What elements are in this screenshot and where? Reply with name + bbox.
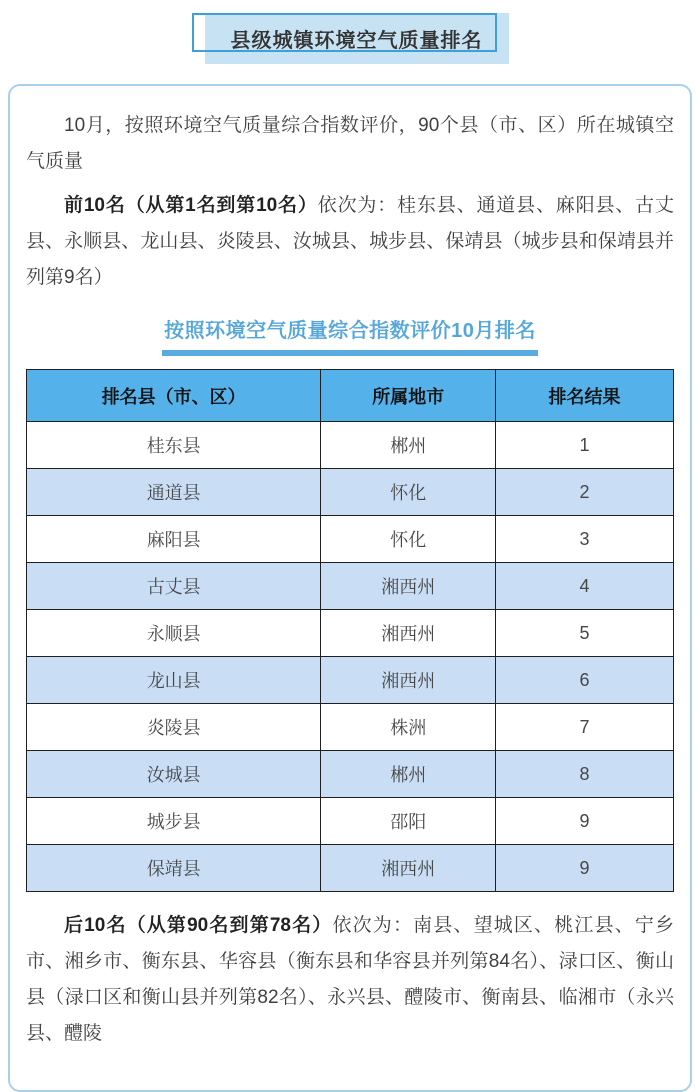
- table-row: [27, 657, 674, 704]
- table-row: [27, 704, 674, 751]
- table-row: [27, 798, 674, 845]
- table-row: [27, 610, 674, 657]
- table-title: 按照环境空气质量综合指数评价10月排名: [162, 314, 538, 356]
- bottom10-lead-text: 后10名（从第90名到第78名）: [64, 915, 333, 936]
- cell-rank: 3: [496, 516, 674, 563]
- table-header-row: [27, 370, 674, 422]
- page: [0, 13, 700, 1044]
- bottom10-paragraph: [26, 908, 674, 1052]
- cell-rank: 8: [496, 751, 674, 798]
- cell-city: 湘西州: [321, 563, 496, 610]
- bottom10-list-text: 依次为：南县、望城区、桃江县、宁乡市、湘乡市、衡东县、华容县（衡东县和华容县并列第84名）、渌口区、衡山县（渌口区和衡山县并列第82名）、永兴县、醴陵市、衡南县、临湘市（永兴县、醴陵: [26, 915, 674, 1044]
- column-header-city: 所属地市: [321, 370, 496, 422]
- cell-city: 怀化: [321, 516, 496, 563]
- table-row: [27, 469, 674, 516]
- cell-county: 炎陵县: [27, 704, 321, 751]
- cell-rank: 5: [496, 610, 674, 657]
- table-row: [27, 516, 674, 563]
- cell-rank: 9: [496, 845, 674, 892]
- cell-city: 郴州: [321, 751, 496, 798]
- table-title-wrap: [26, 314, 674, 356]
- cell-county: 城步县: [27, 798, 321, 845]
- column-header-county: 排名县（市、区）: [27, 370, 321, 422]
- cell-city: 湘西州: [321, 845, 496, 892]
- cell-city: 郴州: [321, 422, 496, 469]
- cell-city: 邵阳: [321, 798, 496, 845]
- cell-county: 龙山县: [27, 657, 321, 704]
- cell-county: 汝城县: [27, 751, 321, 798]
- table-row: [27, 751, 674, 798]
- page-title-badge: [192, 13, 509, 64]
- table-row: [27, 422, 674, 469]
- table-row: [27, 563, 674, 610]
- cell-county: 保靖县: [27, 845, 321, 892]
- cell-city: 湘西州: [321, 610, 496, 657]
- cell-city: 湘西州: [321, 657, 496, 704]
- cell-county: 古丈县: [27, 563, 321, 610]
- intro-paragraph-2: [26, 188, 674, 296]
- cell-county: 桂东县: [27, 422, 321, 469]
- cell-rank: 1: [496, 422, 674, 469]
- page-title: 县级城镇环境空气质量排名: [205, 13, 509, 64]
- column-header-rank: 排名结果: [496, 370, 674, 422]
- cell-county: 通道县: [27, 469, 321, 516]
- table-row: [27, 845, 674, 892]
- intro-paragraph-1: 10月，按照环境空气质量综合指数评价，90个县（市、区）所在城镇空气质量: [26, 115, 674, 172]
- cell-city: 株洲: [321, 704, 496, 751]
- cell-county: 永顺县: [27, 610, 321, 657]
- top10-list-text: 依次为：桂东县、通道县、麻阳县、古丈县、永顺县、龙山县、炎陵县、汝城县、城步县、保靖县（城步县和保靖县并列第9名）: [26, 195, 674, 288]
- content-box: [8, 84, 692, 1092]
- cell-city: 怀化: [321, 469, 496, 516]
- top10-lead-text: 前10名（从第1名到第10名）: [64, 195, 318, 216]
- cell-rank: 6: [496, 657, 674, 704]
- cell-rank: 7: [496, 704, 674, 751]
- cell-county: 麻阳县: [27, 516, 321, 563]
- cell-rank: 2: [496, 469, 674, 516]
- air-quality-ranking-table: [26, 369, 674, 892]
- cell-rank: 9: [496, 798, 674, 845]
- cell-rank: 4: [496, 563, 674, 610]
